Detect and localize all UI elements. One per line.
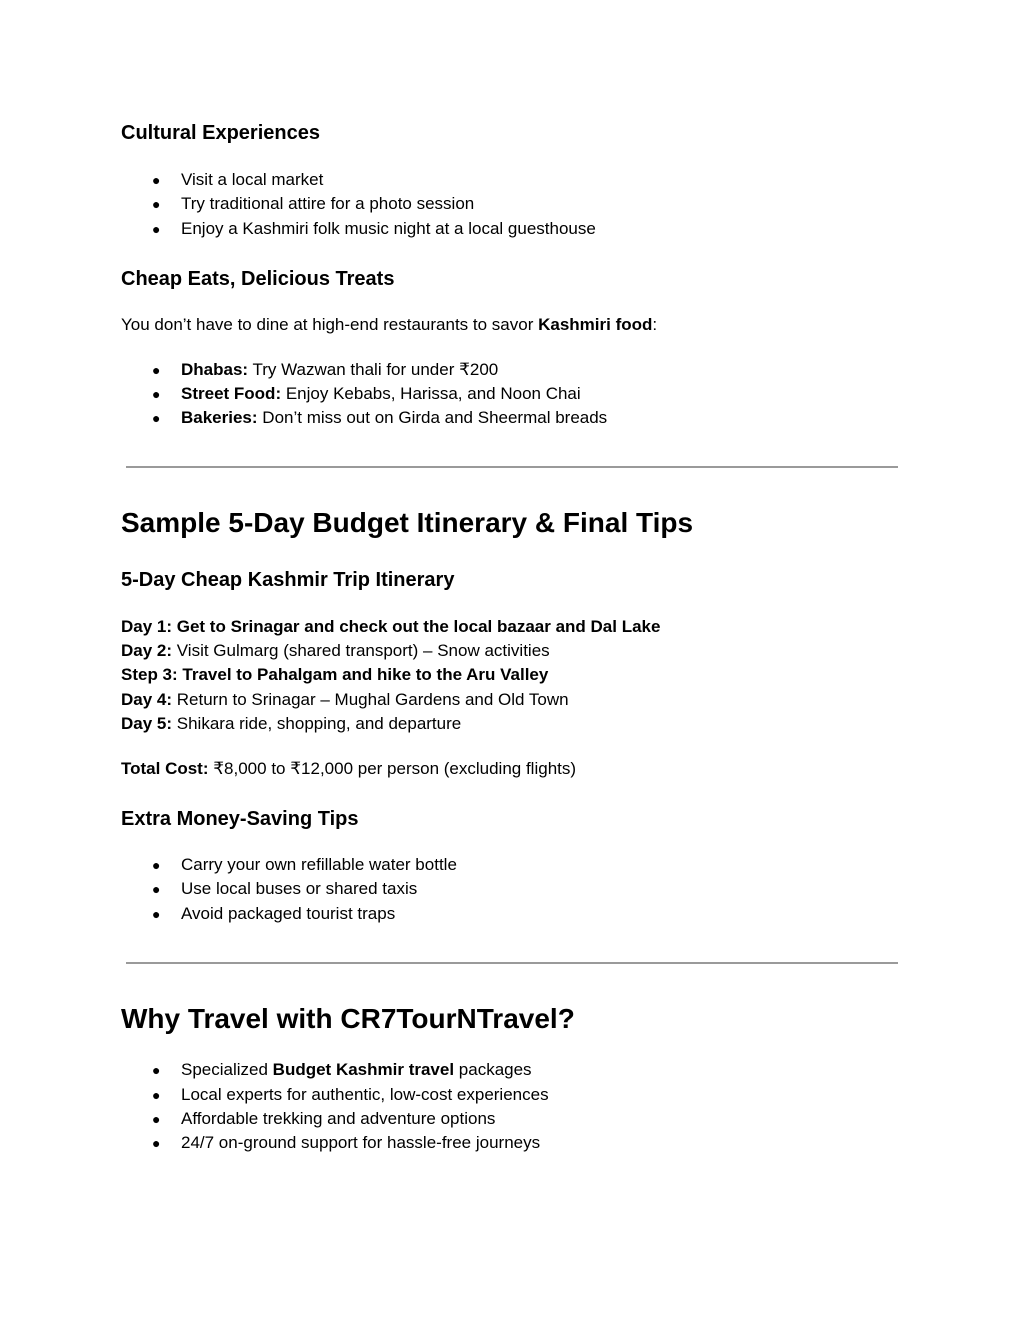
why-first-bold: Budget Kashmir travel (272, 1060, 455, 1079)
day-label: Step 3: Travel to Pahalgam and hike to the Aru Valley (121, 665, 549, 684)
list-item (181, 382, 581, 406)
item-label: Dhabas: (181, 360, 249, 379)
eats-intro-pre: You don’t have to dine at high-end restaurants to savor (121, 315, 539, 334)
bullet-glyph: ● (152, 857, 161, 873)
day-text: Visit Gulmarg (shared transport) – Snow activities (172, 641, 550, 660)
horizontal-rule (126, 466, 898, 468)
eats-intro (121, 313, 657, 337)
eats-intro-bold: Kashmiri food (538, 315, 653, 334)
item-text: Try Wazwan thali for under ₹200 (248, 360, 499, 379)
day-label: Day 5: (121, 714, 173, 733)
list-item: Enjoy a Kashmiri folk music night at a local guesthouse (181, 219, 596, 238)
day-line (121, 615, 660, 639)
day-label: Day 2: (121, 641, 173, 660)
total-cost-text: ₹8,000 to ₹12,000 per person (excluding flights) (208, 759, 577, 778)
item-label: Bakeries: (181, 408, 258, 427)
list-item: Carry your own refillable water bottle (181, 855, 457, 874)
list-item: Affordable trekking and adventure options (181, 1109, 496, 1128)
itinerary-heading: Sample 5-Day Budget Itinerary & Final Tips (121, 507, 694, 538)
list-item: Use local buses or shared taxis (181, 879, 418, 898)
bullet-glyph: ● (152, 196, 161, 212)
day-line (121, 663, 548, 687)
eats-intro-post: : (652, 315, 658, 334)
bullet-glyph: ● (152, 221, 161, 237)
itinerary-subheading: 5-Day Cheap Kashmir Trip Itinerary (121, 569, 455, 591)
day-line (121, 688, 569, 712)
bullet-glyph: ● (152, 1111, 161, 1127)
bullet-glyph: ● (152, 386, 161, 402)
bullet-glyph: ● (152, 1087, 161, 1103)
bullet-glyph: ● (152, 906, 161, 922)
item-text: Don’t miss out on Girda and Sheermal breads (257, 408, 608, 427)
item-text: Enjoy Kebabs, Harissa, and Noon Chai (281, 384, 581, 403)
bullet-glyph: ● (152, 881, 161, 897)
day-label: Day 4: (121, 690, 173, 709)
bullet-glyph: ● (152, 362, 161, 378)
eats-heading: Cheap Eats, Delicious Treats (121, 268, 395, 290)
bullet-glyph: ● (152, 1135, 161, 1151)
cultural-heading: Cultural Experiences (121, 122, 320, 144)
tips-heading: Extra Money-Saving Tips (121, 808, 359, 830)
day-text: Return to Srinagar – Mughal Gardens and Old Town (172, 690, 569, 709)
list-item: Visit a local market (181, 170, 324, 189)
day-line (121, 639, 550, 663)
total-cost-label: Total Cost: (121, 759, 209, 778)
why-first-post: packages (454, 1060, 532, 1079)
list-item (181, 406, 607, 430)
list-item: 24/7 on-ground support for hassle-free journeys (181, 1133, 541, 1152)
why-first-pre: Specialized (181, 1060, 273, 1079)
list-item: Local experts for authentic, low-cost experiences (181, 1085, 549, 1104)
item-label: Street Food: (181, 384, 282, 403)
total-cost (121, 757, 576, 781)
list-item: Avoid packaged tourist traps (181, 904, 396, 923)
horizontal-rule (126, 962, 898, 964)
day-line (121, 712, 461, 736)
bullet-glyph: ● (152, 172, 161, 188)
list-item: Try traditional attire for a photo session (181, 194, 475, 213)
list-item (181, 1058, 532, 1082)
day-label: Day 1: Get to Srinagar and check out the local bazaar and Dal Lake (121, 617, 661, 636)
why-heading: Why Travel with CR7TourNTravel? (121, 1003, 575, 1034)
day-text: Shikara ride, shopping, and departure (172, 714, 462, 733)
bullet-glyph: ● (152, 1062, 161, 1078)
bullet-glyph: ● (152, 410, 161, 426)
list-item (181, 358, 498, 382)
